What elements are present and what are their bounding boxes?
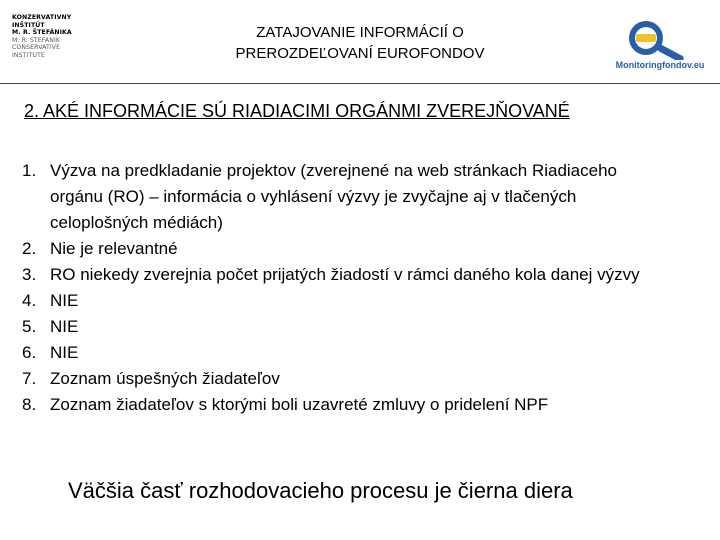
list-item xyxy=(22,236,672,262)
section-title: AKÉ INFORMÁCIE SÚ RIADIACIMI ORGÁNMI ZVEREJŇOVANÉ xyxy=(43,101,570,121)
logo-line: INŠTITÚT xyxy=(12,21,45,29)
list-item-text: Nie je relevantné xyxy=(50,239,178,258)
info-list xyxy=(22,158,672,418)
list-item-number: 3. xyxy=(22,265,37,284)
list-item-text: RO niekedy zverejnia počet prijatých žiadostí v rámci daného kola danej výzvy xyxy=(50,265,640,284)
list-item-text: NIE xyxy=(50,343,79,362)
list-item xyxy=(22,288,672,314)
logo-line: KONZERVATÍVNY xyxy=(12,14,72,21)
monitoring-logo-caption: Monitoringfondov.eu xyxy=(615,60,705,70)
list-item xyxy=(22,262,672,288)
list-item xyxy=(22,158,672,236)
list-item-number: 4. xyxy=(22,291,37,310)
header-title-line1: ZATAJOVANIE INFORMÁCIÍ O xyxy=(256,24,464,41)
list-item-text: Zoznam úspešných žiadateľov xyxy=(50,369,280,388)
section-number: 2. xyxy=(24,101,40,121)
list-item-number: 8. xyxy=(22,395,37,414)
list-item-text: NIE xyxy=(50,317,79,336)
list-item xyxy=(22,314,672,340)
logo-line: M. R. ŠTEFÁNIKA xyxy=(12,29,72,37)
list-item-text: Výzva na predkladanie projektov (zverejnené na web stránkach Riadiaceho orgánu (RO) – informácia o vyhlásení výzvy je zvyčajne aj v tlačených celoplošných médiách) xyxy=(50,161,618,232)
institute-logo xyxy=(12,14,72,76)
header-divider xyxy=(0,83,720,84)
list-item-number: 5. xyxy=(22,317,37,336)
list-item-number: 1. xyxy=(22,161,37,180)
list-item-text: Zoznam žiadateľov s ktorými boli uzavreté zmluvy o pridelení NPF xyxy=(50,395,549,414)
header-title-line2: PREROZDEĽOVANÍ EUROFONDOV xyxy=(235,45,485,62)
list-item xyxy=(22,340,672,366)
header-title xyxy=(180,22,540,64)
list-item xyxy=(22,392,672,418)
list-item-number: 2. xyxy=(22,239,37,258)
logo-line: INSTITUTE xyxy=(12,51,45,59)
monitoring-logo xyxy=(612,18,708,76)
slide-header xyxy=(0,0,720,82)
magnifier-icon xyxy=(612,18,708,60)
logo-line: CONSERVATIVE xyxy=(12,44,61,52)
list-item-number: 7. xyxy=(22,369,37,388)
logo-line: M. R. STEFANIK xyxy=(12,36,61,44)
list-item xyxy=(22,366,672,392)
conclusion-text: Väčšia časť rozhodovacieho procesu je čierna diera xyxy=(68,478,573,503)
list-item-text: NIE xyxy=(50,291,79,310)
list-item-number: 6. xyxy=(22,343,37,362)
section-heading xyxy=(24,101,570,122)
